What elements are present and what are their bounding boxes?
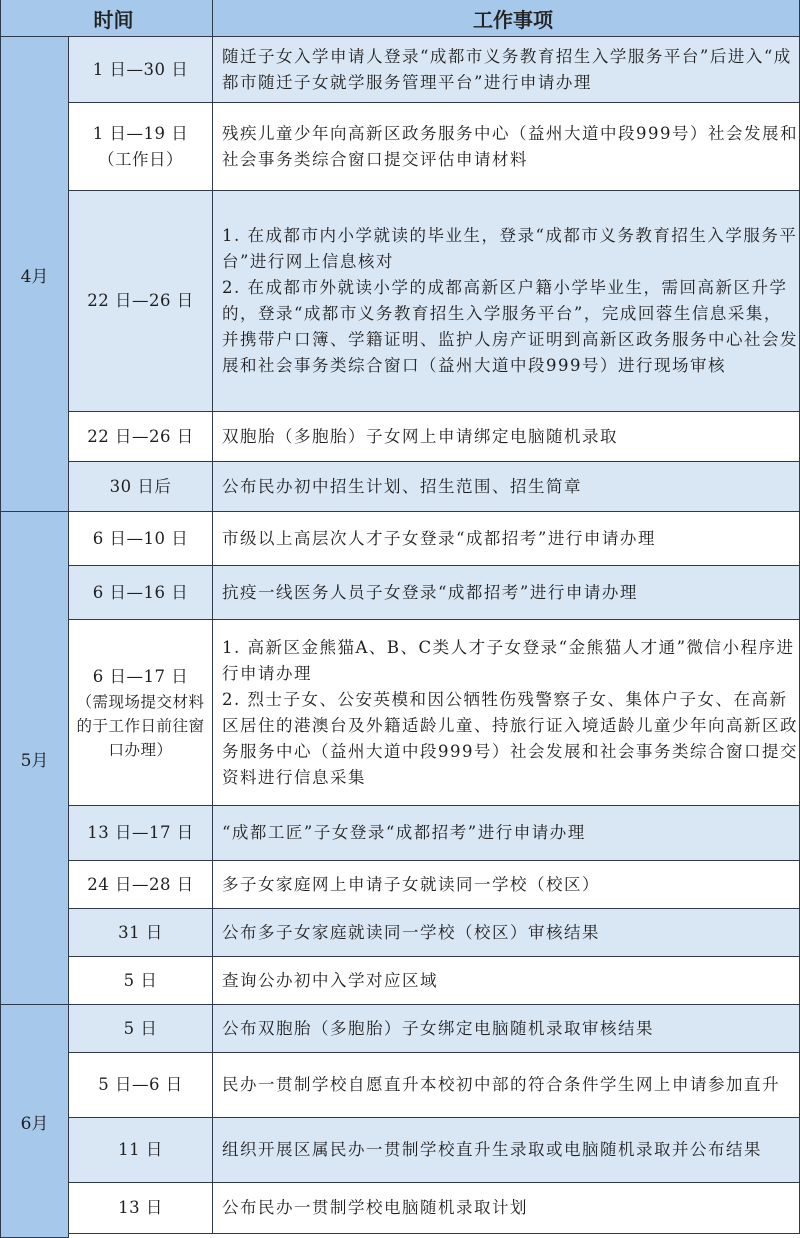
date-text: 1 日—19 日	[92, 123, 189, 143]
table-row-desc	[213, 806, 800, 861]
table-row-desc	[213, 566, 800, 620]
desc-text: 抗疫一线医务人员子女登录“成都招考”进行申请办理	[222, 582, 638, 602]
table-row-date	[69, 1005, 213, 1053]
month-june-label: 6月	[20, 1113, 49, 1134]
header-time-label: 时间	[93, 7, 134, 32]
table-row-desc	[213, 909, 800, 957]
desc-text: 公布民办一贯制学校电脑随机录取计划	[222, 1198, 528, 1217]
table-row-desc	[213, 462, 800, 512]
date-text: 13 日—17 日	[87, 823, 194, 842]
table-row-date	[69, 1053, 213, 1118]
desc-text: 组织开展区属民办一贯制学校直升生录取或电脑随机录取并公布结果	[222, 1140, 762, 1159]
date-text: 13 日	[118, 1198, 163, 1217]
date-text: 6 日—16 日	[92, 582, 189, 602]
month-april-label: 4月	[20, 266, 49, 287]
desc-text: 查询公办初中入学对应区域	[222, 970, 438, 990]
table-row-date	[69, 861, 213, 909]
date-text: 5 日	[123, 970, 158, 990]
table-row-date	[69, 512, 213, 566]
date-text: 5 日—6 日	[98, 1075, 183, 1094]
table-row-date	[69, 806, 213, 861]
table-row-desc	[213, 620, 800, 806]
table-row-desc	[213, 1118, 800, 1183]
table-row-date	[69, 462, 213, 512]
header-item-label: 工作事项	[473, 7, 553, 32]
table-row-desc	[213, 412, 800, 462]
desc-text: 双胞胎（多胞胎）子女网上申请绑定电脑随机录取	[222, 426, 618, 446]
table-row-date	[69, 620, 213, 806]
header-time	[0, 0, 213, 37]
date-text: 11 日	[118, 1140, 163, 1159]
desc-text: 公布民办初中招生计划、招生范围、招生简章	[222, 476, 582, 496]
table-row-desc	[213, 1005, 800, 1053]
table-row-date	[69, 191, 213, 412]
desc-text: 公布多子女家庭就读同一学校（校区）审核结果	[222, 922, 600, 942]
desc-text: 民办一贯制学校自愿直升本校初中部的符合条件学生网上申请参加直升	[222, 1075, 780, 1094]
date-text: 30 日后	[109, 476, 172, 496]
date-text: 1 日—30 日	[92, 59, 189, 79]
date-note: （需现场提交材料的于工作日前往窗口办理）	[76, 692, 205, 759]
desc-text: 公布双胞胎（多胞胎）子女绑定电脑随机录取审核结果	[222, 1018, 654, 1038]
desc-text: 1. 在成都市内小学就读的毕业生，登录“成都市义务教育招生入学服务平台”进行网上信息核对 2. 在成都市外就读小学的成都高新区户籍小学毕业生，需回高新区升学的，登录“成都市义务教育招生入学服务平台”，完成回蓉生信息采集，并携带户口簿、学籍证明、监护人房产证明到高新区政务服务中心社会发展和社会事务类综合窗口（益州大道中段999号）进行现场审核	[222, 226, 798, 375]
date-text: 22 日—26 日	[87, 426, 194, 446]
date-text: 6 日—17 日	[92, 666, 189, 686]
month-may-label: 5月	[20, 750, 49, 771]
table-row-desc	[213, 861, 800, 909]
table-row-date	[69, 909, 213, 957]
month-may	[0, 512, 69, 1005]
date-text: 6 日—10 日	[92, 528, 189, 548]
month-april	[0, 37, 69, 512]
table-row-desc	[213, 512, 800, 566]
table-row-desc	[213, 1183, 800, 1234]
header-item	[213, 0, 800, 37]
date-text: 31 日	[118, 922, 163, 942]
table-row-date	[69, 1118, 213, 1183]
desc-text: 1. 高新区金熊猫A、B、C类人才子女登录“金熊猫人才通”微信小程序进行申请办理 2. 烈士子女、公安英模和因公牺牲伤残警察子女、集体户子女、在高新区居住的港澳台及外籍适龄儿童、持旅行证入境适龄儿童少年向高新区政务服务中心（益州大道中段999号）社会发展和社会事务类综合窗口提交资料进行信息采集	[222, 637, 798, 787]
desc-text: 随迁子女入学申请人登录“成都市义务教育招生入学服务平台”后进入“成都市随迁子女就学服务管理平台”进行申请办理	[222, 46, 792, 92]
month-june	[0, 1005, 69, 1238]
desc-text: “成都工匠”子女登录“成都招考”进行申请办理	[222, 823, 586, 842]
table-row-desc	[213, 957, 800, 1005]
date-text: 22 日—26 日	[87, 291, 194, 310]
date-text: 5 日	[123, 1018, 158, 1038]
table-row-desc	[213, 1053, 800, 1118]
table-row-desc	[213, 103, 800, 191]
desc-text: 市级以上高层次人才子女登录“成都招考”进行申请办理	[222, 528, 656, 548]
table-row-date	[69, 566, 213, 620]
table-row-date	[69, 412, 213, 462]
table-row-date	[69, 1183, 213, 1234]
table-row-date	[69, 37, 213, 103]
desc-text: 残疾儿童少年向高新区政务服务中心（益州大道中段999号）社会发展和社会事务类综合窗口提交评估申请材料	[222, 123, 798, 169]
desc-text: 多子女家庭网上申请子女就读同一学校（校区）	[222, 874, 600, 894]
table-row-date	[69, 957, 213, 1005]
date-text: 24 日—28 日	[87, 874, 194, 894]
table-row-date	[69, 103, 213, 191]
table-row-desc	[213, 37, 800, 103]
table-row-desc	[213, 191, 800, 412]
date-note: （工作日）	[98, 149, 183, 169]
